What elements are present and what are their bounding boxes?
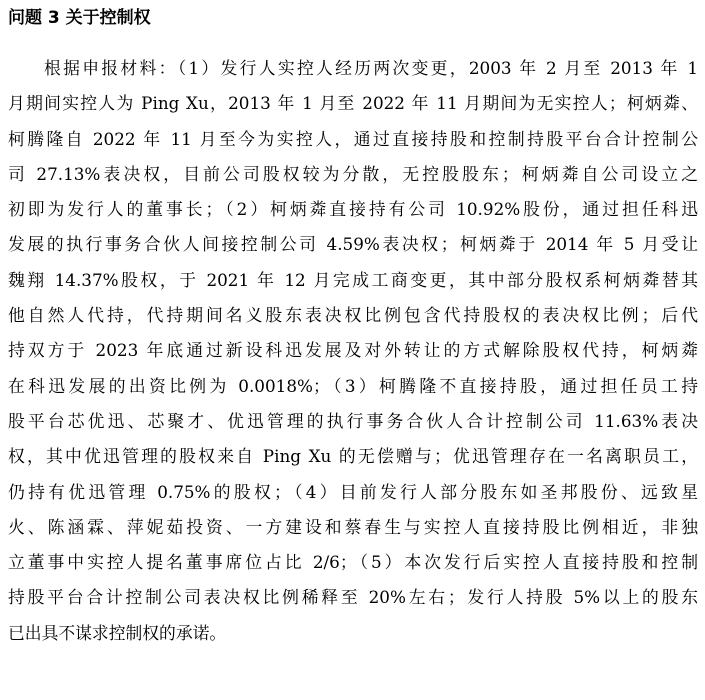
paragraph-line: 他自然人代持，代持期间名义股东表决权比例包含代持股权的表决权比例；后代	[8, 305, 698, 326]
body-paragraph	[8, 51, 698, 651]
paragraph-line: 权，其中优迅管理的股权来自 Ping Xu 的无偿赠与；优迅管理存在一名离职员工，	[8, 446, 698, 467]
paragraph-line: 持股平台合计控制公司表决权比例稀释至 20%左右；发行人持股 5%以上的股东	[8, 587, 698, 608]
paragraph-line: 司 27.13%表决权，目前公司股权较为分散，无控股股东；柯炳粦自公司设立之	[8, 163, 698, 184]
paragraph-line: 仍持有优迅管理 0.75%的股权；（4）目前发行人部分股东如圣邦股份、远致星	[8, 481, 698, 502]
paragraph-line: 柯腾隆自 2022 年 11 月至今为实控人，通过直接持股和控制持股平台合计控制公	[8, 128, 698, 149]
paragraph-line: 根据申报材料：（1）发行人实控人经历两次变更，2003 年 2 月至 2013 年 1	[44, 58, 698, 78]
paragraph-line: 在科迅发展的出资比例为 0.0018%；（3）柯腾隆不直接持股，通过担任员工持	[8, 375, 698, 396]
paragraph-line: 火、陈涵霖、萍妮茹投资、一方建设和蔡春生与实控人直接持股比例相近，非独	[8, 516, 698, 537]
paragraph-line: 初即为发行人的董事长；（2）柯炳粦直接持有公司 10.92%股份，通过担任科迅	[8, 199, 698, 220]
section-heading: 问题 3 关于控制权	[8, 8, 151, 28]
paragraph-line: 月期间实控人为 Ping Xu，2013 年 1 月至 2022 年 11 月期间为无实控人；柯炳粦、	[8, 93, 698, 114]
paragraph-line: 魏翔 14.37%股权，于 2021 年 12 月完成工商变更，其中部分股权系柯炳粦替其	[8, 269, 698, 290]
paragraph-line: 发展的执行事务合伙人间接控制公司 4.59%表决权；柯炳粦于 2014 年 5 月受让	[8, 234, 698, 255]
paragraph-line: 已出具不谋求控制权的承诺。	[8, 622, 227, 643]
paragraph-line: 股平台芯优迅、芯聚才、优迅管理的执行事务合伙人合计控制公司 11.63%表决	[8, 410, 698, 431]
paragraph-line: 立董事中实控人提名董事席位占比 2/6；（5）本次发行后实控人直接持股和控制	[8, 552, 698, 573]
paragraph-line: 持双方于 2023 年底通过新设科迅发展及对外转让的方式解除股权代持，柯炳粦	[8, 340, 698, 361]
